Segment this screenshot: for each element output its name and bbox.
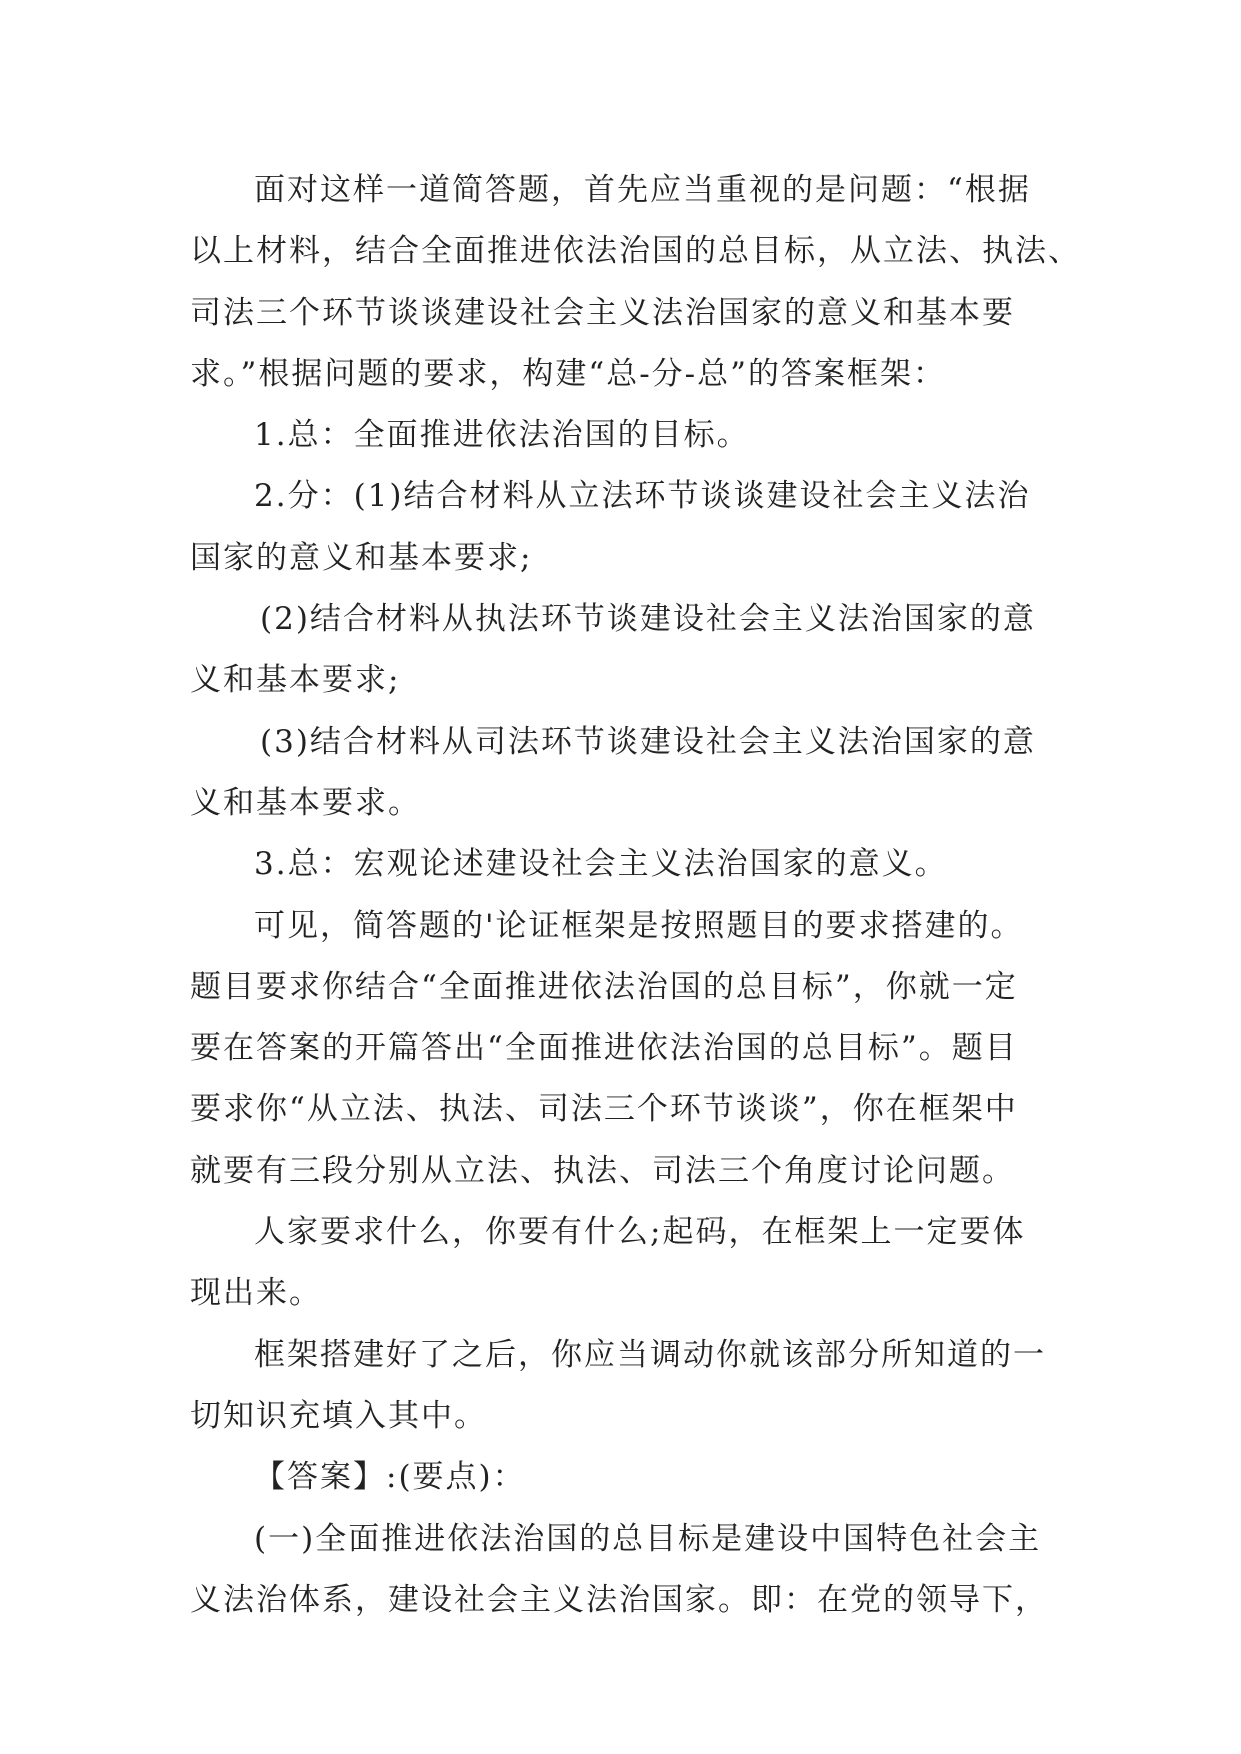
paragraph [190, 466, 1050, 589]
text-line: 以上材料，结合全面推进依法治国的总目标，从立法、执法、 [190, 233, 1081, 270]
text-line: 义和基本要求; [190, 662, 401, 699]
text-line: (一)全面推进依法治国的总目标是建设中国特色社会主 [254, 1520, 1042, 1557]
text-line: 【答案】:(要点)： [254, 1459, 526, 1496]
paragraph [190, 1325, 1050, 1448]
text-line: 切知识充填入其中。 [190, 1397, 487, 1434]
text-line: 现出来。 [190, 1275, 322, 1312]
paragraph [190, 834, 1050, 895]
paragraph [190, 589, 1050, 712]
text-line: 就要有三段分别从立法、执法、司法三个角度讨论问题。 [190, 1152, 1015, 1189]
text-line: 3.总：宏观论述建设社会主义法治国家的意义。 [254, 846, 948, 883]
text-line: 要求你“从立法、执法、司法三个环节谈谈”，你在框架中 [190, 1091, 1018, 1128]
text-line: 可见，简答题的'论证框架是按照题目的要求搭建的。 [254, 907, 1024, 944]
paragraph [190, 160, 1081, 405]
text-line: 司法三个环节谈谈建设社会主义法治国家的意义和基本要 [190, 294, 1015, 331]
paragraph [190, 1509, 1050, 1632]
paragraph [190, 405, 1050, 466]
paragraph [190, 896, 1050, 1202]
paragraph [190, 1202, 1050, 1325]
text-line: 国家的意义和基本要求; [190, 539, 533, 576]
text-line: 求。”根据问题的要求，构建“总-分-总”的答案框架： [190, 355, 946, 392]
text-line: (3)结合材料从司法环节谈建设社会主义法治国家的意 [260, 723, 1036, 760]
text-line: 要在答案的开篇答出“全面推进依法治国的总目标”。题目 [190, 1030, 1018, 1067]
text-line: 人家要求什么，你要有什么;起码，在框架上一定要体 [254, 1214, 1026, 1251]
text-line: 题目要求你结合“全面推进依法治国的总目标”，你就一定 [190, 968, 1018, 1005]
text-line: 义法治体系，建设社会主义法治国家。即：在党的领导下， [190, 1581, 1048, 1618]
text-line: 框架搭建好了之后，你应当调动你就该部分所知道的一 [254, 1336, 1046, 1373]
text-line: (2)结合材料从执法环节谈建设社会主义法治国家的意 [260, 601, 1036, 638]
text-line: 2.分：(1)结合材料从立法环节谈谈建设社会主义法治 [254, 478, 1031, 515]
document-body [190, 160, 1081, 1631]
text-line: 1.总：全面推进依法治国的目标。 [254, 417, 750, 454]
text-line: 义和基本要求。 [190, 784, 421, 821]
text-line: 面对这样一道简答题，首先应当重视的是问题：“根据 [254, 172, 1031, 208]
paragraph [190, 1447, 1050, 1508]
paragraph [190, 712, 1050, 835]
